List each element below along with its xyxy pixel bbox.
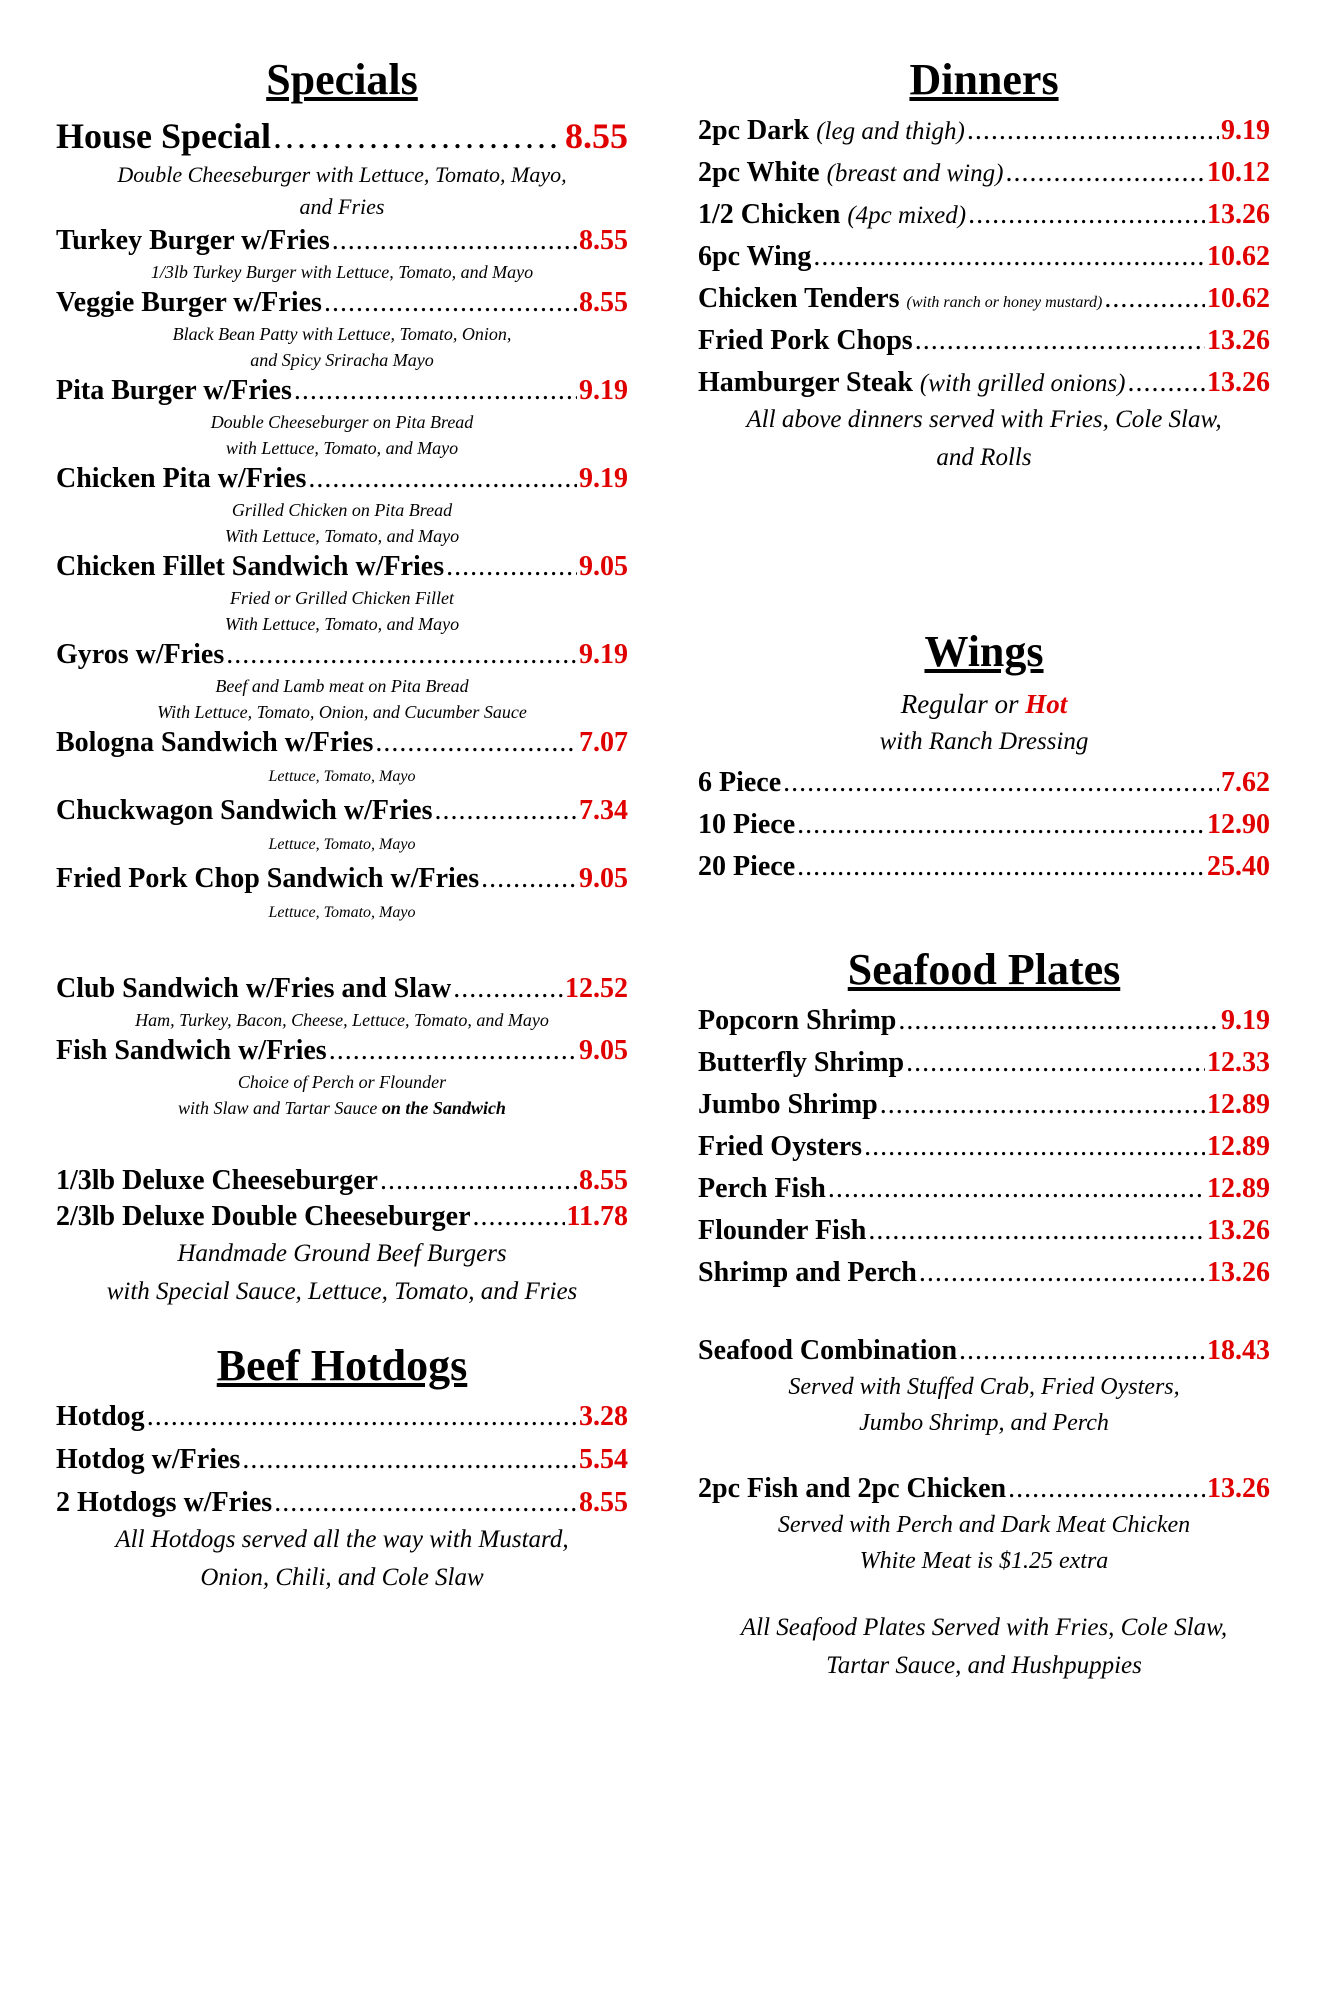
seafood-note: All Seafood Plates Served with Fries, Cole Slaw, Tartar Sauce, and Hushpuppies xyxy=(740,1614,1228,1679)
leader-dots xyxy=(274,1485,577,1521)
item-price: 13.26 xyxy=(1207,367,1270,398)
item-name: Fried Pork Chop Sandwich w/Fries xyxy=(56,863,480,894)
leader-dots xyxy=(380,1163,577,1199)
hotdogs-heading: Beef Hotdogs xyxy=(216,1341,468,1390)
dinners-heading: Dinners xyxy=(909,55,1059,104)
menu-item-pita-burger xyxy=(56,373,628,409)
leader-dots xyxy=(446,549,577,585)
right-column xyxy=(698,55,1270,1685)
item-price: 10.62 xyxy=(1207,283,1270,314)
item-price: 9.19 xyxy=(579,375,628,406)
item-price: 9.05 xyxy=(579,863,628,894)
leader-dots xyxy=(435,793,577,829)
menu-item-fried-oysters xyxy=(698,1129,1270,1165)
item-name: 2/3lb Deluxe Double Cheeseburger xyxy=(56,1201,471,1232)
menu-item-club-sandwich xyxy=(56,971,628,1007)
item-price: 8.55 xyxy=(565,116,628,156)
leader-dots xyxy=(1127,365,1205,401)
item-description: Lettuce, Tomato, Mayo xyxy=(268,768,416,785)
left-column xyxy=(56,55,628,1597)
item-price: 12.33 xyxy=(1207,1047,1270,1078)
item-name: 2pc White (breast and wing) xyxy=(698,157,1004,188)
item-name: Popcorn Shrimp xyxy=(698,1005,897,1036)
menu-item-chicken-fillet xyxy=(56,549,628,585)
menu-item-chicken-tenders xyxy=(698,281,1270,317)
item-name: Fried Oysters xyxy=(698,1131,863,1162)
item-description: Beef and Lamb meat on Pita Bread With Lettuce, Tomato, Onion, and Cucumber Sauce xyxy=(157,676,527,722)
item-name: 1/2 Chicken (4pc mixed) xyxy=(698,199,967,230)
item-price: 8.55 xyxy=(579,225,628,256)
leader-dots xyxy=(329,1033,577,1069)
item-name: Chicken Pita w/Fries xyxy=(56,463,307,494)
dinners-note: All above dinners served with Fries, Cole Slaw, and Rolls xyxy=(746,406,1222,471)
leader-dots xyxy=(1104,281,1205,317)
item-price: 13.26 xyxy=(1207,1257,1270,1288)
item-price: 8.55 xyxy=(579,1165,628,1196)
item-name: Butterfly Shrimp xyxy=(698,1047,905,1078)
menu-item-turkey-burger xyxy=(56,223,628,259)
item-description: Double Cheeseburger with Lettuce, Tomato, Mayo, and Fries xyxy=(117,162,567,219)
menu-item-10-piece xyxy=(698,807,1270,843)
item-name: Shrimp and Perch xyxy=(698,1257,917,1288)
menu-item-fish-sandwich xyxy=(56,1033,628,1069)
item-name: Hotdog xyxy=(56,1401,145,1432)
item-name: Veggie Burger w/Fries xyxy=(56,287,322,318)
item-price: 7.07 xyxy=(579,727,628,758)
leader-dots xyxy=(967,113,1219,149)
leader-dots xyxy=(868,1213,1205,1249)
item-price: 25.40 xyxy=(1207,851,1270,882)
leader-dots xyxy=(880,1087,1205,1123)
item-price: 12.89 xyxy=(1207,1173,1270,1204)
menu-item-deluxe-double-cheeseburger xyxy=(56,1199,628,1235)
item-name: Gyros w/Fries xyxy=(56,639,225,670)
menu-item-bologna-sandwich xyxy=(56,725,628,761)
menu-item-6pc-wing xyxy=(698,239,1270,275)
item-description: Served with Stuffed Crab, Fried Oysters, Jumbo Shrimp, and Perch xyxy=(788,1374,1180,1436)
menu-item-6-piece xyxy=(698,765,1270,801)
item-price: 9.19 xyxy=(579,639,628,670)
item-name: 2pc Fish and 2pc Chicken xyxy=(698,1473,1007,1504)
leader-dots xyxy=(308,461,577,497)
menu-item-2-hotdogs-fries xyxy=(56,1485,628,1521)
leader-dots xyxy=(1005,155,1205,191)
wings-heading: Wings xyxy=(924,627,1044,676)
item-name: Pita Burger w/Fries xyxy=(56,375,292,406)
menu-item-butterfly-shrimp xyxy=(698,1045,1270,1081)
menu-item-deluxe-cheeseburger xyxy=(56,1163,628,1199)
item-description: Lettuce, Tomato, Mayo xyxy=(268,836,416,853)
menu-item-veggie-burger xyxy=(56,285,628,321)
menu-item-house-special xyxy=(56,113,628,159)
menu-item-20-piece xyxy=(698,849,1270,885)
item-price: 3.28 xyxy=(579,1401,628,1432)
item-description: Choice of Perch or Flounder with Slaw and Tartar Sauce on the Sandwich xyxy=(178,1072,506,1118)
leader-dots xyxy=(813,239,1205,275)
item-price: 13.26 xyxy=(1207,325,1270,356)
item-name: 2pc Dark (leg and thigh) xyxy=(698,115,965,146)
leader-dots xyxy=(915,323,1205,359)
leader-dots xyxy=(1008,1471,1205,1507)
leader-dots xyxy=(242,1442,577,1478)
menu-item-hamburger-steak xyxy=(698,365,1270,401)
leader-dots xyxy=(226,637,577,673)
leader-dots xyxy=(828,1171,1205,1207)
menu-item-popcorn-shrimp xyxy=(698,1003,1270,1039)
item-name: 10 Piece xyxy=(698,809,796,840)
item-price: 10.12 xyxy=(1207,157,1270,188)
menu-item-perch-fish xyxy=(698,1171,1270,1207)
item-name: 20 Piece xyxy=(698,851,796,882)
menu-item-fish-and-chicken xyxy=(698,1471,1270,1507)
leader-dots xyxy=(797,849,1205,885)
menu-item-seafood-combination xyxy=(698,1333,1270,1369)
menu-item-chuckwagon-sandwich xyxy=(56,793,628,829)
item-name: Jumbo Shrimp xyxy=(698,1089,878,1120)
leader-dots xyxy=(324,285,577,321)
item-price: 8.55 xyxy=(579,287,628,318)
item-name: Hotdog w/Fries xyxy=(56,1444,241,1475)
item-price: 9.05 xyxy=(579,551,628,582)
item-price: 12.52 xyxy=(565,973,628,1004)
item-description: Double Cheeseburger on Pita Bread with Lettuce, Tomato, and Mayo xyxy=(210,412,474,458)
item-price: 10.62 xyxy=(1207,241,1270,272)
leader-dots xyxy=(481,861,577,897)
leader-dots xyxy=(797,807,1205,843)
leader-dots xyxy=(453,971,563,1007)
menu-item-chicken-pita xyxy=(56,461,628,497)
item-price: 11.78 xyxy=(566,1201,628,1232)
item-description: Served with Perch and Dark Meat Chicken White Meat is $1.25 extra xyxy=(777,1512,1191,1574)
leader-dots xyxy=(898,1003,1219,1039)
leader-dots xyxy=(332,223,577,259)
item-name: Bologna Sandwich w/Fries xyxy=(56,727,374,758)
hotdogs-note: All Hotdogs served all the way with Mustard, Onion, Chili, and Cole Slaw xyxy=(115,1526,569,1591)
menu-item-fried-pork-chop-sandwich xyxy=(56,861,628,897)
item-name: Chicken Fillet Sandwich w/Fries xyxy=(56,551,445,582)
menu-item-hotdog xyxy=(56,1399,628,1435)
menu-item-2pc-dark xyxy=(698,113,1270,149)
item-price: 12.89 xyxy=(1207,1131,1270,1162)
item-price: 5.54 xyxy=(579,1444,628,1475)
item-name: Chuckwagon Sandwich w/Fries xyxy=(56,795,433,826)
leader-dots xyxy=(273,113,563,159)
menu-item-fried-pork-chops xyxy=(698,323,1270,359)
item-price: 7.62 xyxy=(1221,767,1270,798)
leader-dots xyxy=(968,197,1205,233)
leader-dots xyxy=(906,1045,1205,1081)
item-name: Fried Pork Chops xyxy=(698,325,913,356)
leader-dots xyxy=(959,1333,1205,1369)
wings-subtitle-2: with Ranch Dressing xyxy=(879,728,1089,755)
item-description: Fried or Grilled Chicken Fillet With Lettuce, Tomato, and Mayo xyxy=(224,588,460,634)
leader-dots xyxy=(473,1199,565,1235)
menu-item-shrimp-and-perch xyxy=(698,1255,1270,1291)
item-price: 13.26 xyxy=(1207,1473,1270,1504)
item-description: Grilled Chicken on Pita Bread With Lettuce, Tomato, and Mayo xyxy=(224,500,460,546)
leader-dots xyxy=(294,373,577,409)
item-price: 7.34 xyxy=(579,795,628,826)
item-description: 1/3lb Turkey Burger with Lettuce, Tomato, and Mayo xyxy=(150,262,534,282)
menu-item-gyros xyxy=(56,637,628,673)
item-name: Perch Fish xyxy=(698,1173,826,1204)
item-price: 9.05 xyxy=(579,1035,628,1066)
item-price: 12.90 xyxy=(1207,809,1270,840)
item-description: Handmade Ground Beef Burgers with Special Sauce, Lettuce, Tomato, and Fries xyxy=(106,1240,578,1305)
item-name: Seafood Combination xyxy=(698,1335,958,1366)
specials-heading: Specials xyxy=(266,55,418,104)
item-name: House Special xyxy=(56,116,272,156)
item-name: 6pc Wing xyxy=(698,241,812,272)
seafood-heading: Seafood Plates xyxy=(847,945,1121,994)
leader-dots xyxy=(783,765,1219,801)
leader-dots xyxy=(919,1255,1205,1291)
wings-subtitle: Regular or Hot xyxy=(900,689,1068,719)
item-price: 8.55 xyxy=(579,1487,628,1518)
item-name: Hamburger Steak (with grilled onions) xyxy=(698,367,1126,398)
item-description: Lettuce, Tomato, Mayo xyxy=(268,904,416,921)
menu-item-flounder-fish xyxy=(698,1213,1270,1249)
item-price: 13.26 xyxy=(1207,1215,1270,1246)
item-name: Flounder Fish xyxy=(698,1215,867,1246)
item-description: Ham, Turkey, Bacon, Cheese, Lettuce, Tomato, and Mayo xyxy=(135,1010,549,1030)
item-price: 9.19 xyxy=(579,463,628,494)
leader-dots xyxy=(375,725,577,761)
item-price: 18.43 xyxy=(1207,1335,1270,1366)
item-name: Turkey Burger w/Fries xyxy=(56,225,330,256)
menu-item-half-chicken xyxy=(698,197,1270,233)
menu-item-hotdog-fries xyxy=(56,1442,628,1478)
item-name: Fish Sandwich w/Fries xyxy=(56,1035,327,1066)
menu-item-jumbo-shrimp xyxy=(698,1087,1270,1123)
item-price: 9.19 xyxy=(1221,115,1270,146)
leader-dots xyxy=(147,1399,577,1435)
item-price: 13.26 xyxy=(1207,199,1270,230)
item-description: Black Bean Patty with Lettuce, Tomato, Onion, and Spicy Sriracha Mayo xyxy=(172,324,512,370)
item-name: 6 Piece xyxy=(698,767,782,798)
leader-dots xyxy=(864,1129,1205,1165)
item-name: Chicken Tenders (with ranch or honey mustard) xyxy=(698,283,1103,314)
item-price: 9.19 xyxy=(1221,1005,1270,1036)
item-name: Club Sandwich w/Fries and Slaw xyxy=(56,973,452,1004)
menu-item-2pc-white xyxy=(698,155,1270,191)
item-name: 2 Hotdogs w/Fries xyxy=(56,1487,273,1518)
item-price: 12.89 xyxy=(1207,1089,1270,1120)
item-name: 1/3lb Deluxe Cheeseburger xyxy=(56,1165,378,1196)
